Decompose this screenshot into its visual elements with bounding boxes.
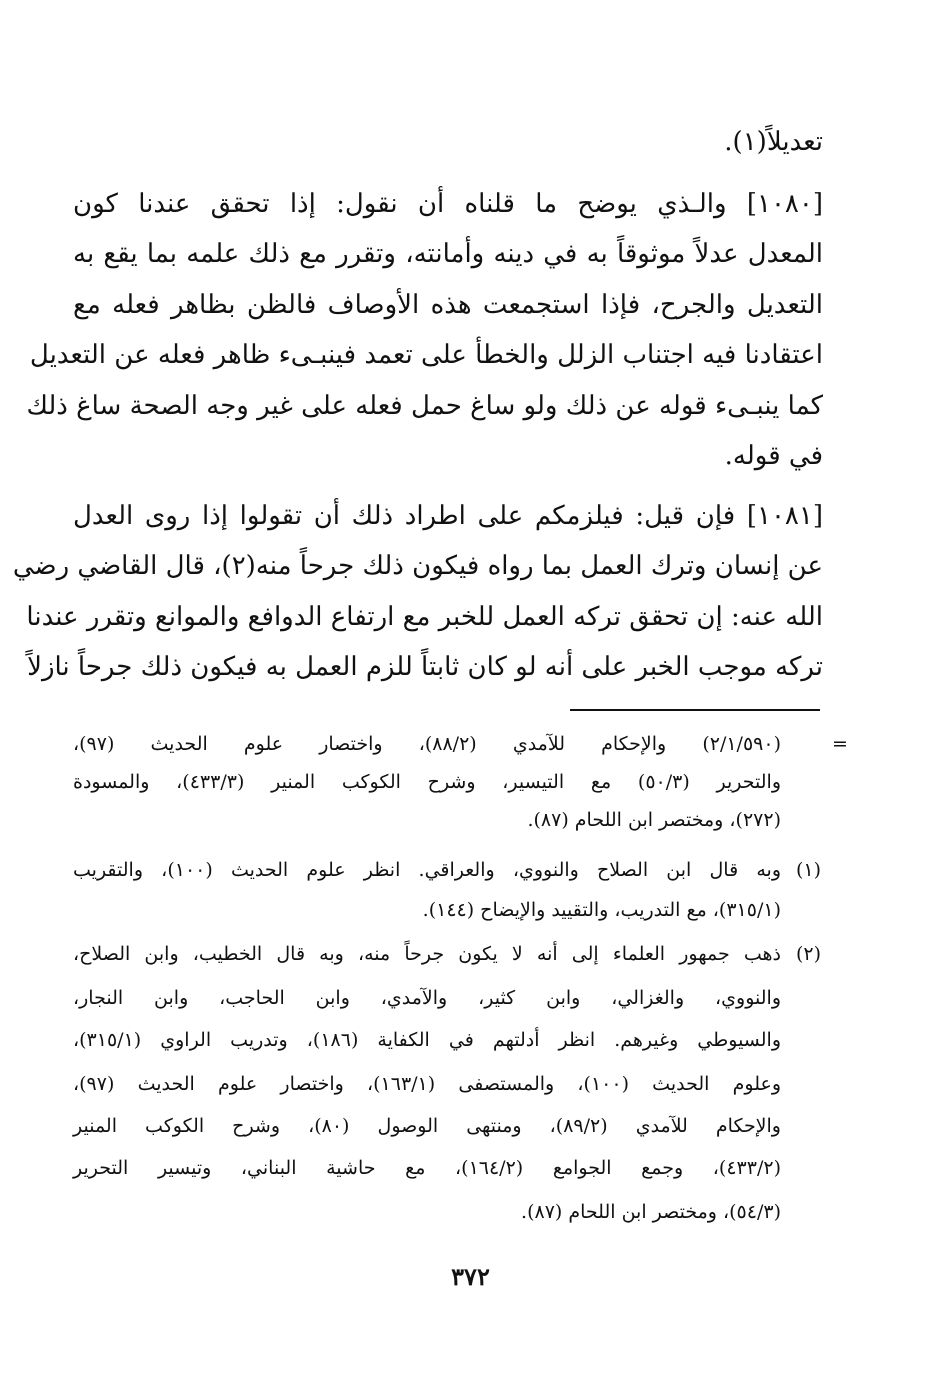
footnote-1-line-2: (٣١٥/١)، مع التدريب، والتقييد والإيضاح (١٤٤). xyxy=(422,899,781,921)
footnote-2-line-7: (٥٤/٣)، ومختصر ابن اللحام (٨٧). xyxy=(521,1201,781,1223)
footnote-2-line-4: وعلوم الحديث (١٠٠)، والمستصفى (١٦٣/١)، واختصار علوم الحديث (٩٧)، xyxy=(73,1073,782,1095)
footnote-2-line-5: والإحكام للآمدي (٨٩/٢)، ومنتهى الوصول (٨٠)، وشرح الكوكب المنير xyxy=(73,1115,781,1137)
footnote-2-line-6: (٤٣٣/٢)، وجمع الجوامع (١٦٤/٢)، مع حاشية البناني، وتيسير التحرير xyxy=(73,1157,781,1179)
footnote-2-line-3: والسيوطي وغيرهم. انظر أدلتهم في الكفاية (١٨٦)، وتدريب الراوي (٣١٥/١)، xyxy=(73,1029,781,1051)
body-line-6: كما ينبـىء قوله عن ذلك ولو ساغ حمل فعله على غير وجه الصحة ساغ ذلك xyxy=(26,391,823,421)
page-number: ٣٧٢ xyxy=(451,1262,490,1291)
footnote-1-line-1: وبه قال ابن الصلاح والنووي، والعراقي. انظر علوم الحديث (١٠٠)، والتقريب xyxy=(73,859,781,881)
footnote-2-line-1: ذهب جمهور العلماء إلى أنه لا يكون جرحاً منه، وبه قال الخطيب، وابن الصلاح، xyxy=(73,943,781,965)
body-line-9: عن إنسان وترك العمل بما رواه فيكون ذلك جرحاً منه(٢)، قال القاضي رضي xyxy=(12,551,823,581)
body-line-8: [١٠٨١] فإن قيل: فيلزمكم على اطراد ذلك أن تقولوا إذا روى العدل xyxy=(73,501,823,531)
footnote-cont-line-2: والتحرير (٥٠/٣) مع التيسير، وشرح الكوكب المنير (٤٣٣/٣)، والمسودة xyxy=(73,771,782,793)
body-line-3: المعدل عدلاً موثوقاً به في دينه وأمانته، وتقرر مع ذلك علمه بما يقع به xyxy=(73,239,823,269)
body-line-1: تعديلاً(١). xyxy=(724,127,823,157)
body-line-11: تركه موجب الخبر على أنه لو كان ثابتاً للزم العمل به فيكون ذلك جرحاً نازلاً xyxy=(27,652,823,682)
footnote-separator xyxy=(570,709,820,711)
body-line-5: اعتقادنا فيه اجتناب الزلل والخطأ على تعمد فينبـىء ظاهر فعله عن التعديل xyxy=(29,340,823,370)
footnote-cont-line-1: (٢/١/٥٩٠) والإحكام للآمدي (٨٨/٢)، واختصار علوم الحديث (٩٧)، xyxy=(73,733,781,755)
footnote-2-line-2: والنووي، والغزالي، وابن كثير، والآمدي، وابن الحاجب، وابن النجار، xyxy=(73,987,781,1009)
body-line-2: [١٠٨٠] والـذي يوضح ما قلناه أن نقول: إذا تحقق عندنا كون xyxy=(73,189,823,219)
footnote-1-mark: (١) xyxy=(795,859,821,881)
footnote-2-mark: (٢) xyxy=(795,943,821,965)
body-line-10: الله عنه: إن تحقق تركه العمل للخبر مع ارتفاع الدوافع والموانع وتقرر عندنا xyxy=(26,602,823,632)
footnote-continuation-mark: = xyxy=(832,733,848,755)
body-line-7: في قوله. xyxy=(724,441,823,471)
body-line-4: التعديل والجرح، فإذا استجمعت هذه الأوصاف فالظن بظاهر فعله مع xyxy=(73,290,823,320)
footnote-cont-line-3: (٢٧٢)، ومختصر ابن اللحام (٨٧). xyxy=(527,809,781,831)
